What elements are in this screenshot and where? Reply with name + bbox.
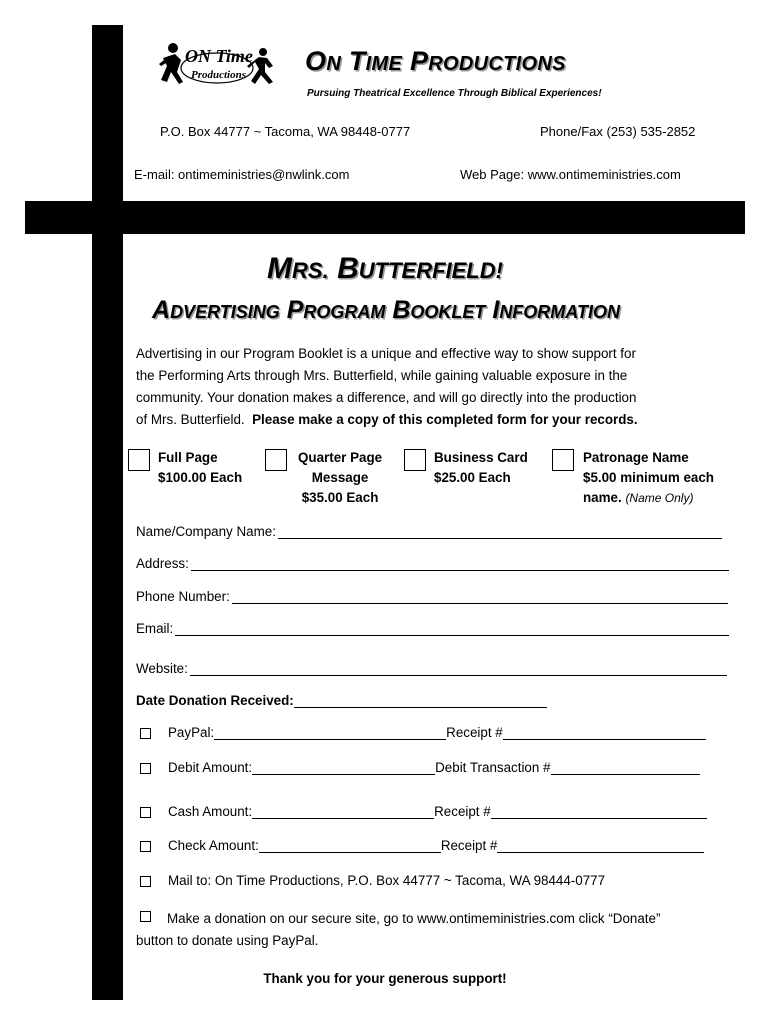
donate-online-row: Make a donation on our secure site, go to www.ontimeministries.com click “Donate” button to donate using PayPal. xyxy=(136,911,661,948)
phone-fax: Phone/Fax (253) 535-2852 xyxy=(540,124,696,139)
intro-paragraph: Advertising in our Program Booklet is a unique and effective way to show support for the Performing Arts through Mrs. Butterfield, while gaining valuable exposure in the community. Your donation makes a difference, and will go directly into the production of Mrs. Butterfield. Please make a copy of this completed form for your records. xyxy=(136,346,638,427)
name-field[interactable]: Name/Company Name: xyxy=(136,524,722,539)
check-amount-line[interactable] xyxy=(259,838,441,853)
debit-row: Debit Amount: Debit Transaction # xyxy=(140,760,700,775)
phone-field[interactable]: Phone Number: xyxy=(136,589,728,604)
tagline: Pursuing Theatrical Excellence Through Biblical Experiences! xyxy=(307,88,602,99)
paypal-row: PayPal: Receipt # xyxy=(140,725,706,740)
thank-you-note: Thank you for your generous support! xyxy=(263,971,507,986)
check-receipt-line[interactable] xyxy=(497,838,704,853)
svg-text:ON Time: ON Time xyxy=(185,46,253,66)
mail-row: Mail to: On Time Productions, P.O. Box 44777 ~ Tacoma, WA 98444-0777 xyxy=(140,873,605,888)
donate-online-checkbox[interactable] xyxy=(140,911,151,922)
company-name: ON TIME PRODUCTIONS xyxy=(305,46,566,76)
patronage-checkbox[interactable] xyxy=(552,449,574,471)
web-page: Web Page: www.ontimeministries.com xyxy=(460,167,681,182)
quarter-page-checkbox[interactable] xyxy=(265,449,287,471)
debit-transaction-line[interactable] xyxy=(551,760,700,775)
website-field[interactable]: Website: xyxy=(136,661,727,676)
full-page-option: Full Page $100.00 Each xyxy=(158,450,243,485)
address-field[interactable]: Address: xyxy=(136,556,729,571)
check-checkbox[interactable] xyxy=(140,841,151,852)
quarter-page-option: Quarter Page Message $35.00 Each xyxy=(298,450,383,505)
cash-receipt-line[interactable] xyxy=(491,804,707,819)
cash-row: Cash Amount: Receipt # xyxy=(140,804,707,819)
business-card-checkbox[interactable] xyxy=(404,449,426,471)
debit-checkbox[interactable] xyxy=(140,763,151,774)
paypal-receipt-line[interactable] xyxy=(503,725,706,740)
check-row: Check Amount: Receipt # xyxy=(140,838,704,853)
email-field[interactable]: Email: xyxy=(136,621,729,636)
debit-amount-line[interactable] xyxy=(252,760,435,775)
mail-checkbox[interactable] xyxy=(140,876,151,887)
cross-horizontal-bar xyxy=(25,201,745,234)
page-subtitle: ADVERTISING PROGRAM BOOKLET INFORMATION xyxy=(152,296,620,324)
business-card-option: Business Card $25.00 Each xyxy=(434,450,528,485)
paypal-checkbox[interactable] xyxy=(140,728,151,739)
paypal-amount-line[interactable] xyxy=(214,725,446,740)
cross-vertical-bar xyxy=(92,25,123,1000)
full-page-checkbox[interactable] xyxy=(128,449,150,471)
page-title: MRS. BUTTERFIELD! xyxy=(267,252,503,285)
email-address: E-mail: ontimeministries@nwlink.com xyxy=(134,167,350,182)
patronage-option: Patronage Name $5.00 minimum each name. (Name Only) xyxy=(583,450,714,505)
svg-text:Productions: Productions xyxy=(191,69,247,81)
mailing-address: P.O. Box 44777 ~ Tacoma, WA 98448-0777 xyxy=(160,124,411,139)
cash-checkbox[interactable] xyxy=(140,807,151,818)
date-received-field[interactable]: Date Donation Received: xyxy=(136,693,547,708)
cash-amount-line[interactable] xyxy=(252,804,434,819)
on-time-logo xyxy=(155,38,285,90)
